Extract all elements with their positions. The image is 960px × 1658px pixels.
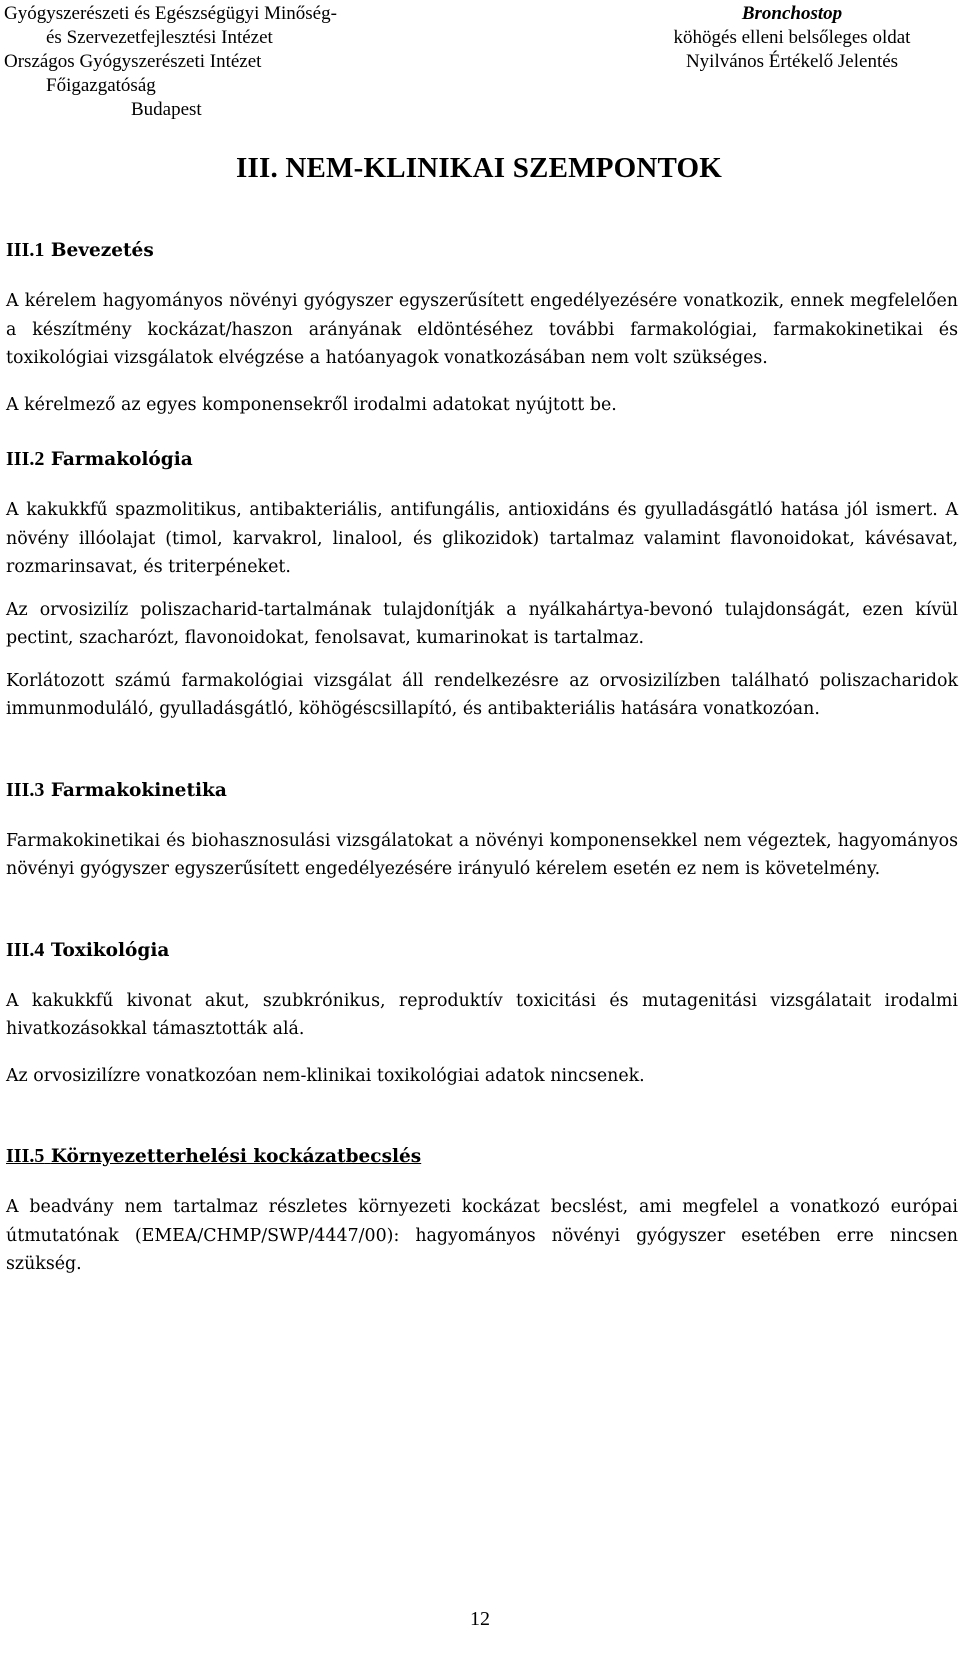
section-title: Bevezetés xyxy=(50,240,154,261)
page-header xyxy=(4,2,952,122)
section-number: III.5 xyxy=(6,1145,45,1167)
header-institution-line-1: Gyógyszerészeti és Egészségügyi Minőség- xyxy=(4,3,337,24)
header-report-type: Nyilvános Értékelő Jelentés xyxy=(685,51,899,72)
section-heading-bevezetes xyxy=(6,236,958,265)
section-number: III.1 xyxy=(6,239,45,261)
paragraph: Az orvosizilízre vonatkozóan nem-klinikai toxikológiai adatok nincsenek. xyxy=(6,1065,645,1086)
paragraph: Farmakokinetikai és biohasznosulási vizsgálatokat a növényi komponensekkel nem végeztek, hagyományos növényi gyógyszer egyszerűsített engedélyezésére irányuló kérelem esetén ez nem is követelmény. xyxy=(6,830,958,879)
paragraph: A kérelem hagyományos növényi gyógyszer egyszerűsített engedélyezésére vonatkozik, ennek megfelelően a készítmény kockázat/haszon arányának eldöntéséhez további farmakológiai, farmakokinetikai és toxikológiai vizsgálatok elvégzése a hatóanyagok vonatkozásában nem volt szükséges. xyxy=(6,291,958,368)
paragraph: A kakukkfű spazmolitikus, antibakteriális, antifungális, antioxidáns és gyulladásgátló hatása jól ismert. A növény illóolajat (timol, karvakrol, linalool, és glikozidok) tartalmaz valamint flavonoidokat, kávésavat, rozmarinsavat, és triterpéneket. xyxy=(6,500,958,577)
section-heading-kornyezetterheles xyxy=(6,1142,958,1171)
header-institution-line-3: Országos Gyógyszerészeti Intézet xyxy=(4,51,262,72)
document-body xyxy=(6,236,958,1279)
section-number: III.2 xyxy=(6,448,45,470)
page-number: 12 xyxy=(470,1608,490,1630)
header-product-name: Bronchostop xyxy=(741,3,843,24)
header-product xyxy=(632,2,952,74)
header-institution-line-4: Főigazgatóság xyxy=(46,75,156,96)
paragraph: Az orvosizilíz poliszacharid-tartalmának tulajdonítják a nyálkahártya-bevonó tulajdonságát, ezen kívül pectint, szacharózt, flavonoidokat, fenolsavat, kumarinokat is tartalmaz. xyxy=(6,599,958,648)
header-institution-line-2: és Szervezetfejlesztési Intézet xyxy=(46,27,273,48)
section-heading-farmakokinetika xyxy=(6,776,958,805)
header-institution xyxy=(4,2,464,122)
section-heading-farmakologia xyxy=(6,445,958,474)
section-number: III.4 xyxy=(6,938,45,961)
header-institution-city: Budapest xyxy=(131,99,202,120)
section-title: Környezetterhelési kockázatbecslés xyxy=(50,1146,422,1167)
section-number: III.3 xyxy=(6,778,45,801)
paragraph: Korlátozott számú farmakológiai vizsgálat áll rendelkezésre az orvosizilízben található poliszacharidok immunmoduláló, gyulladásgátló, köhögéscsillapító, és antibakteriális hatására vonatkozóan. xyxy=(6,670,958,719)
paragraph: A kérelmező az egyes komponensekről irodalmi adatokat nyújtott be. xyxy=(6,394,617,415)
section-heading-toxikologia xyxy=(6,936,958,965)
paragraph: A beadvány nem tartalmaz részletes környezeti kockázat becslést, ami megfelel a vonatkozó európai útmutatónak (EMEA/CHMP/SWP/4447/00): hagyományos növényi gyógyszer esetében erre nincsen szükség. xyxy=(6,1197,958,1274)
section-title: Toxikológia xyxy=(50,939,170,961)
section-title: Farmakológia xyxy=(50,449,193,470)
page-title: III. NEM-KLINIKAI SZEMPONTOK xyxy=(236,152,723,184)
paragraph: A kakukkfű kivonat akut, szubkrónikus, reproduktív toxicitási és mutagenitási vizsgálatait irodalmi hivatkozásokkal támasztották alá. xyxy=(6,990,958,1039)
section-title: Farmakokinetika xyxy=(50,779,227,801)
header-product-subtitle: köhögés elleni belsőleges oldat xyxy=(673,27,911,48)
